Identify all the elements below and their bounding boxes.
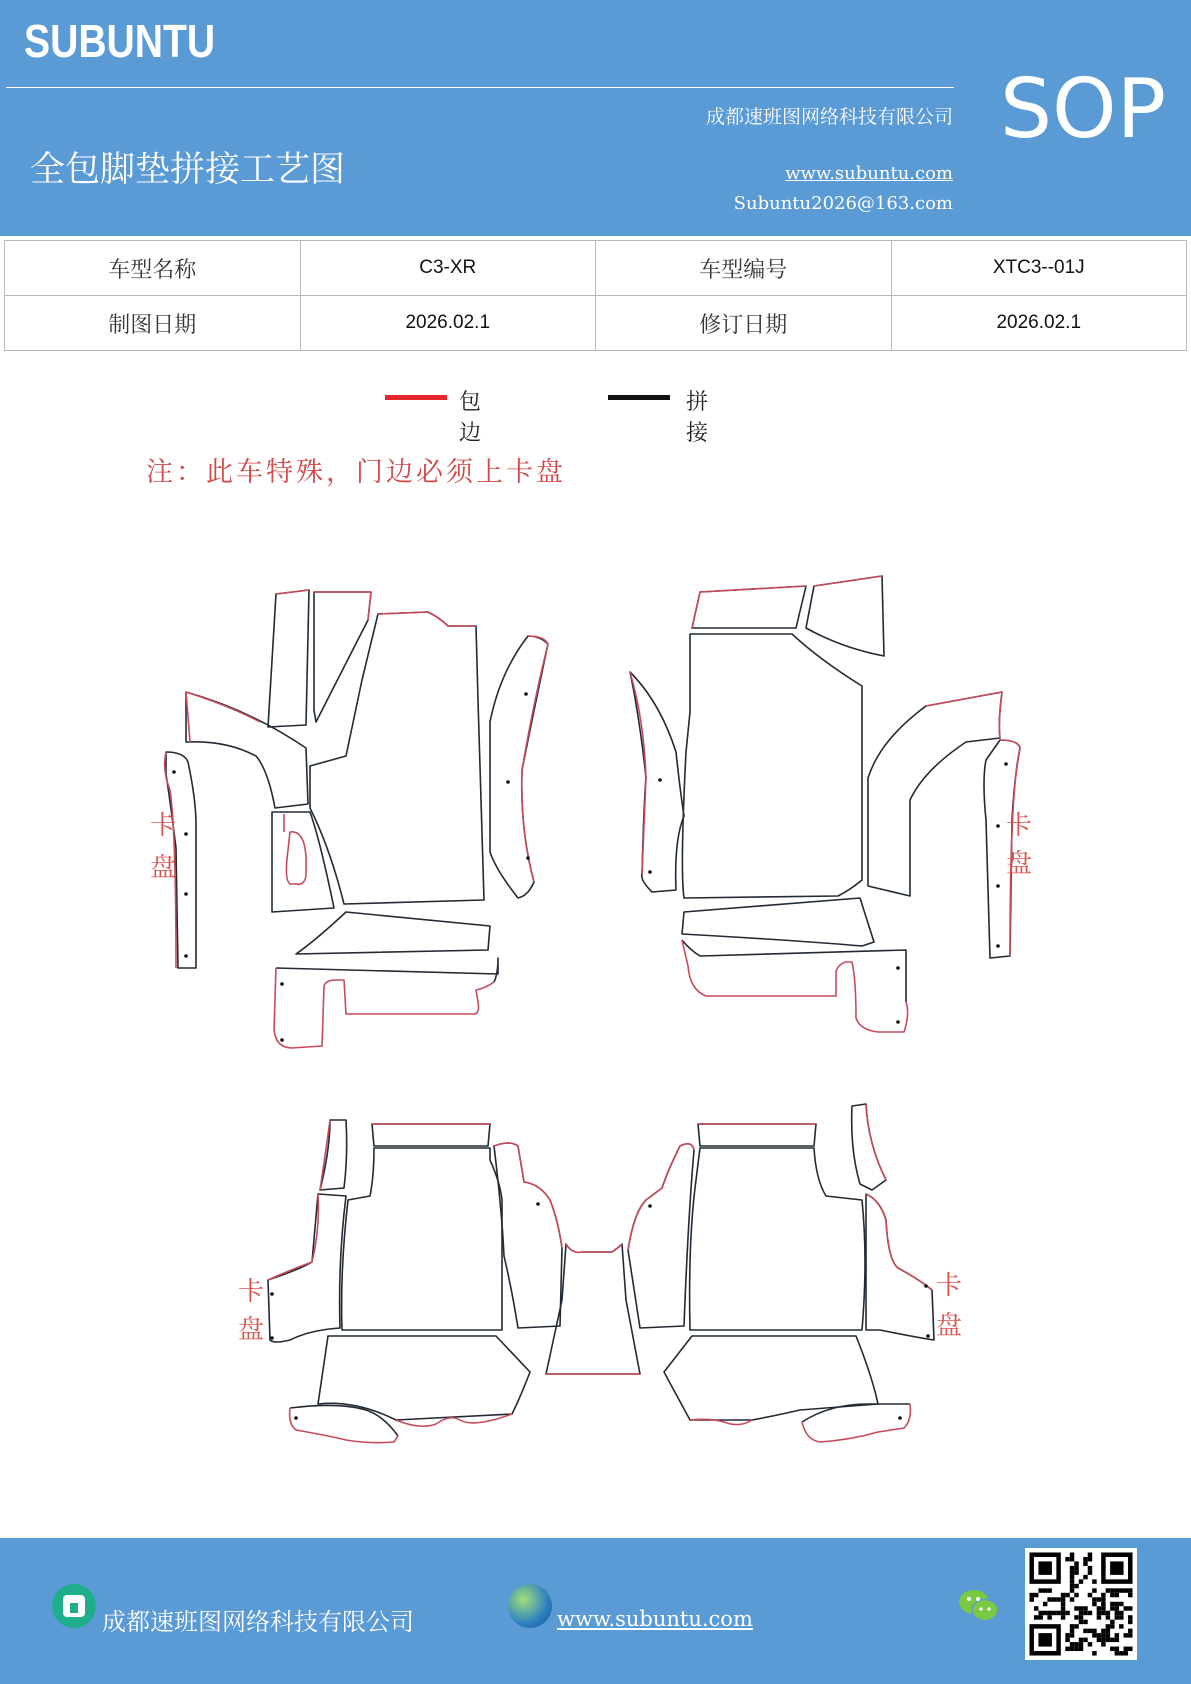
mat-piece [664,1336,878,1420]
mat-piece [628,1144,694,1328]
building-icon [52,1584,96,1628]
clip-label-left-front: 卡 [150,811,177,841]
front-right-mat-group [630,576,1020,1032]
mat-piece [926,692,1002,738]
mat-piece [814,576,882,586]
mat-piece [1000,740,1020,956]
mat-piece [682,898,874,946]
footer-website-link[interactable]: www.subuntu.com [557,1607,753,1631]
clip-dot [1004,762,1008,766]
mat-piece [372,1124,490,1146]
mat-piece [268,590,309,727]
mat-piece [866,1104,886,1180]
mat-piece [276,958,498,982]
clip-dot [280,982,284,986]
mat-piece [490,636,548,898]
mat-piece [314,592,371,722]
mat-piece [314,592,371,620]
clip-label-left-front: 盘 [150,853,177,883]
clip-label-right-front: 卡 [1006,811,1033,841]
clip-dot [506,780,510,784]
mat-piece [186,692,308,808]
front-left-mat-group [165,590,548,1048]
mat-piece [682,940,906,1002]
wechat-icon [957,1586,1001,1626]
floor-mat-diagram [0,560,1191,1460]
clip-dot [184,892,188,896]
mat-piece [186,692,260,742]
mat-piece [630,672,646,874]
mat-piece [682,634,862,898]
mat-piece [396,1414,512,1426]
mat-piece [342,1148,502,1330]
mat-piece [802,1404,910,1422]
mat-piece [378,612,476,626]
clip-dot [648,870,652,874]
clip-dot [270,1336,274,1340]
draw-date-label: 制图日期 [5,296,301,351]
legend-edge-swatch [385,395,447,400]
mat-piece [628,1144,694,1250]
clip-dot [172,770,176,774]
clip-dot [526,856,530,860]
mat-piece [522,636,548,882]
rear-right-mat-group [628,1104,934,1442]
mat-piece [272,812,334,912]
page-title: 全包脚垫拼接工艺图 [30,150,346,190]
clip-dot [996,824,1000,828]
clip-dot [294,1416,298,1420]
mat-piece [268,1194,318,1280]
clip-dot [658,778,662,782]
mat-piece [268,1194,346,1342]
mat-piece [866,1194,934,1340]
mat-piece [698,1124,816,1146]
mat-piece [284,814,306,884]
clip-dot [280,1038,284,1042]
mat-piece [276,590,309,594]
model-name-value: C3-XR [300,241,596,296]
clip-dot [924,1284,928,1288]
clip-dot [184,832,188,836]
table-row [5,296,1187,351]
clip-dot [996,944,1000,948]
legend-edge-label: 包边 [459,390,482,446]
mat-piece [494,1143,562,1248]
qr-code[interactable] [1025,1548,1137,1660]
clip-dot [896,1020,900,1024]
mat-piece [320,1120,330,1190]
mat-piece [866,1194,932,1290]
center-tunnel-piece [546,1244,640,1374]
mat-piece [310,612,484,904]
mat-piece [274,968,494,1048]
special-note: 注：此车特殊，门边必须上卡盘 [146,457,566,488]
mat-piece [320,1120,347,1190]
clip-dot [184,954,188,958]
clip-dot [270,1292,274,1296]
table-row [5,241,1187,296]
mat-piece [692,586,806,628]
model-code-value: XTC3--01J [891,241,1187,296]
model-name-label: 车型名称 [5,241,301,296]
mat-piece [494,1143,562,1328]
clip-dot [898,1416,902,1420]
mat-piece [806,576,884,656]
revise-date-label: 修订日期 [596,296,892,351]
legend-seam-swatch [608,395,670,400]
legend-seam-label: 拼接 [686,390,709,446]
clip-dot [648,1204,652,1208]
clip-dot [926,1334,930,1338]
brand-logo: SUBUNTU [24,15,216,67]
clip-label-left-rear: 卡 [238,1277,265,1307]
header-email: Subuntu2026@163.com [733,193,953,214]
mat-piece [296,912,490,954]
globe-icon [508,1584,552,1628]
rear-left-mat-group [268,1120,562,1443]
mat-piece [690,1148,865,1330]
clip-label-right-rear: 卡 [936,1271,963,1301]
clip-label-right-rear: 盘 [936,1311,963,1341]
clip-markers [172,692,1008,1420]
header-company: 成都速班图网络科技有限公司 [705,106,953,128]
mat-piece [852,1104,886,1190]
clip-dot [524,692,528,696]
mat-piece [692,586,806,628]
model-code-label: 车型编号 [596,241,892,296]
draw-date-value: 2026.02.1 [300,296,596,351]
revise-date-value: 2026.02.1 [891,296,1187,351]
clip-dot [536,1202,540,1206]
header-divider [6,87,954,88]
footer-company: 成都速班图网络科技有限公司 [102,1608,414,1636]
mat-piece [802,1404,910,1442]
sop-badge: SOP [1000,62,1167,157]
header-website-link[interactable]: www.subuntu.com [785,163,953,184]
clip-dot [896,966,900,970]
vehicle-info-table [4,240,1187,351]
clip-label-left-rear: 盘 [238,1315,265,1345]
header-band [0,0,1191,236]
mat-piece [868,692,1002,896]
clip-label-right-front: 盘 [1006,849,1033,879]
clip-dot [996,884,1000,888]
